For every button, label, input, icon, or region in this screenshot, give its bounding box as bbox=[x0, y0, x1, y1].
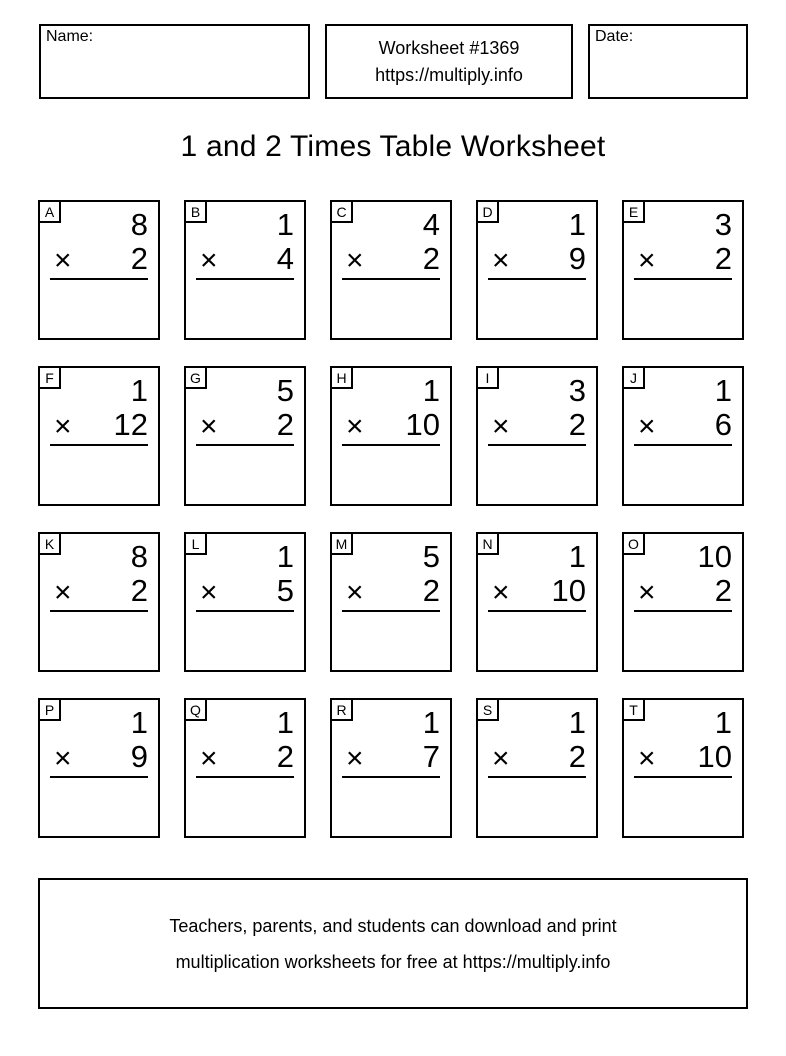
problem-card-m bbox=[330, 532, 452, 672]
multiplier: 10 bbox=[697, 739, 732, 774]
answer-line bbox=[196, 278, 294, 280]
problem-letter-badge: E bbox=[622, 200, 645, 223]
problem-letter-badge: R bbox=[330, 698, 353, 721]
problem-card-t bbox=[622, 698, 744, 838]
multiply-sign: × bbox=[54, 410, 72, 443]
multiplier: 2 bbox=[568, 739, 586, 774]
problem-letter-badge: I bbox=[476, 366, 499, 389]
multiplicand: 1 bbox=[568, 207, 586, 242]
multiplicand: 3 bbox=[714, 207, 732, 242]
problem-letter-badge: J bbox=[622, 366, 645, 389]
answer-line bbox=[634, 278, 732, 280]
name-label: Name: bbox=[46, 28, 94, 45]
multiply-sign: × bbox=[200, 742, 218, 775]
problems-grid bbox=[38, 200, 744, 838]
problem-card-a bbox=[38, 200, 160, 340]
multiplicand: 1 bbox=[130, 373, 148, 408]
multiply-sign: × bbox=[492, 410, 510, 443]
answer-line bbox=[342, 278, 440, 280]
problem-letter-badge: H bbox=[330, 366, 353, 389]
multiplier: 9 bbox=[130, 739, 148, 774]
problem-card-q bbox=[184, 698, 306, 838]
multiplicand: 1 bbox=[422, 705, 440, 740]
problem-letter-badge: P bbox=[38, 698, 61, 721]
problem-card-s bbox=[476, 698, 598, 838]
multiply-sign: × bbox=[346, 410, 364, 443]
multiplicand: 5 bbox=[422, 539, 440, 574]
answer-line bbox=[196, 610, 294, 612]
multiplier: 2 bbox=[714, 573, 732, 608]
multiplier: 9 bbox=[568, 241, 586, 276]
multiplier: 2 bbox=[130, 241, 148, 276]
problem-letter-badge: C bbox=[330, 200, 353, 223]
multiplier: 2 bbox=[422, 573, 440, 608]
multiply-sign: × bbox=[54, 576, 72, 609]
name-field-box bbox=[39, 24, 310, 99]
worksheet-url: https://multiply.info bbox=[375, 64, 523, 85]
multiplicand: 1 bbox=[130, 705, 148, 740]
multiplier: 12 bbox=[113, 407, 148, 442]
problem-letter-badge: O bbox=[622, 532, 645, 555]
answer-line bbox=[196, 776, 294, 778]
answer-line bbox=[634, 610, 732, 612]
multiply-sign: × bbox=[346, 576, 364, 609]
problem-letter-badge: N bbox=[476, 532, 499, 555]
multiply-sign: × bbox=[492, 244, 510, 277]
problem-card-c bbox=[330, 200, 452, 340]
multiplier: 2 bbox=[130, 573, 148, 608]
worksheet-number: Worksheet #1369 bbox=[378, 37, 520, 58]
multiplicand: 1 bbox=[568, 705, 586, 740]
multiply-sign: × bbox=[638, 576, 656, 609]
page-title: 1 and 2 Times Table Worksheet bbox=[180, 130, 606, 163]
answer-line bbox=[50, 776, 148, 778]
multiply-sign: × bbox=[638, 244, 656, 277]
multiply-sign: × bbox=[200, 244, 218, 277]
answer-line bbox=[488, 610, 586, 612]
answer-line bbox=[50, 278, 148, 280]
multiply-sign: × bbox=[492, 576, 510, 609]
multiply-sign: × bbox=[200, 410, 218, 443]
worksheet-info-box bbox=[325, 24, 573, 99]
multiply-sign: × bbox=[346, 244, 364, 277]
problem-card-f bbox=[38, 366, 160, 506]
answer-line bbox=[634, 776, 732, 778]
problem-card-o bbox=[622, 532, 744, 672]
multiplicand: 1 bbox=[276, 539, 294, 574]
problem-card-n bbox=[476, 532, 598, 672]
problem-card-p bbox=[38, 698, 160, 838]
answer-line bbox=[196, 444, 294, 446]
multiplicand: 5 bbox=[276, 373, 294, 408]
multiplier: 5 bbox=[276, 573, 294, 608]
multiplicand: 1 bbox=[422, 373, 440, 408]
multiplicand: 8 bbox=[130, 539, 148, 574]
answer-line bbox=[50, 444, 148, 446]
footer-line-2: multiplication worksheets for free at https://multiply.info bbox=[175, 951, 611, 972]
multiplicand: 1 bbox=[714, 705, 732, 740]
problem-letter-badge: L bbox=[184, 532, 207, 555]
date-field-box bbox=[588, 24, 748, 99]
multiply-sign: × bbox=[638, 742, 656, 775]
multiplicand: 1 bbox=[714, 373, 732, 408]
multiplicand: 3 bbox=[568, 373, 586, 408]
multiplicand: 10 bbox=[697, 539, 732, 574]
answer-line bbox=[342, 444, 440, 446]
problem-letter-badge: D bbox=[476, 200, 499, 223]
problem-card-e bbox=[622, 200, 744, 340]
multiply-sign: × bbox=[638, 410, 656, 443]
problem-letter-badge: G bbox=[184, 366, 207, 389]
date-label: Date: bbox=[595, 28, 634, 45]
answer-line bbox=[342, 610, 440, 612]
answer-line bbox=[342, 776, 440, 778]
problem-card-h bbox=[330, 366, 452, 506]
multiplier: 2 bbox=[276, 739, 294, 774]
problem-card-g bbox=[184, 366, 306, 506]
multiplier: 4 bbox=[276, 241, 294, 276]
multiplier: 2 bbox=[422, 241, 440, 276]
multiplier: 6 bbox=[714, 407, 732, 442]
multiplicand: 1 bbox=[276, 705, 294, 740]
multiplicand: 4 bbox=[422, 207, 440, 242]
multiplicand: 1 bbox=[276, 207, 294, 242]
multiplier: 2 bbox=[568, 407, 586, 442]
answer-line bbox=[488, 444, 586, 446]
footer-note-box bbox=[38, 878, 748, 1009]
problem-letter-badge: A bbox=[38, 200, 61, 223]
problem-letter-badge: F bbox=[38, 366, 61, 389]
multiplier: 10 bbox=[551, 573, 586, 608]
problem-card-b bbox=[184, 200, 306, 340]
problem-card-i bbox=[476, 366, 598, 506]
multiplier: 2 bbox=[714, 241, 732, 276]
multiply-sign: × bbox=[54, 742, 72, 775]
footer-line-1: Teachers, parents, and students can download and print bbox=[169, 915, 617, 936]
multiply-sign: × bbox=[346, 742, 364, 775]
multiplier: 2 bbox=[276, 407, 294, 442]
multiplier: 7 bbox=[422, 739, 440, 774]
multiplicand: 1 bbox=[568, 539, 586, 574]
problem-letter-badge: M bbox=[330, 532, 353, 555]
problem-card-r bbox=[330, 698, 452, 838]
multiply-sign: × bbox=[54, 244, 72, 277]
answer-line bbox=[488, 776, 586, 778]
problem-card-l bbox=[184, 532, 306, 672]
problem-letter-badge: B bbox=[184, 200, 207, 223]
problem-card-j bbox=[622, 366, 744, 506]
multiplier: 10 bbox=[405, 407, 440, 442]
answer-line bbox=[488, 278, 586, 280]
multiply-sign: × bbox=[492, 742, 510, 775]
problem-letter-badge: S bbox=[476, 698, 499, 721]
answer-line bbox=[634, 444, 732, 446]
answer-line bbox=[50, 610, 148, 612]
problem-letter-badge: T bbox=[622, 698, 645, 721]
problem-letter-badge: K bbox=[38, 532, 61, 555]
problem-card-d bbox=[476, 200, 598, 340]
multiply-sign: × bbox=[200, 576, 218, 609]
multiplicand: 8 bbox=[130, 207, 148, 242]
problem-card-k bbox=[38, 532, 160, 672]
problem-letter-badge: Q bbox=[184, 698, 207, 721]
